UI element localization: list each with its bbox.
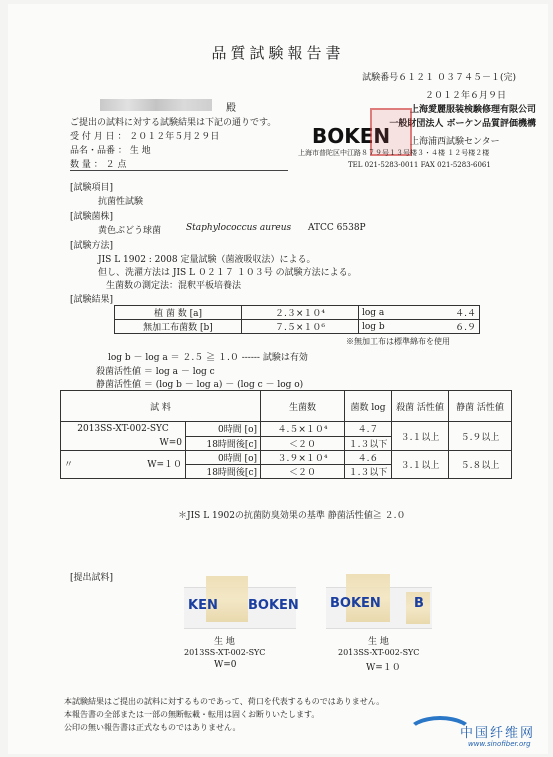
- lab-name: 上海浦西試験センター: [410, 137, 500, 147]
- redacted-addressee: [100, 99, 212, 111]
- bactericidal-cell: ３.１以上: [392, 422, 449, 451]
- address: 上海市普陀区中江路８７９号１３号楼３・４楼 １２号楼２楼: [298, 149, 490, 157]
- watermark-cn: 中国纤维网: [460, 726, 536, 741]
- sample-1-label: 生 地: [214, 637, 235, 647]
- sample-condition: W=0: [159, 438, 182, 448]
- tel-fax: TEL 021-5283-0011 FAX 021-5283-6061: [348, 161, 491, 169]
- intro-text: ご提出の試料に対する試験結果は下記の通りです。: [70, 118, 277, 128]
- boken-logo: BOKEN: [312, 124, 391, 148]
- strain-latin: Staphylococcus aureus: [186, 223, 292, 233]
- sample-name: 2013SS-XT-002-SYC: [77, 424, 169, 434]
- header-bactericidal: 殺菌 活性値: [392, 391, 449, 422]
- bactericidal-cell: ３.１以上: [392, 451, 449, 479]
- quantity: 数 量 ： ２ 点: [70, 160, 127, 170]
- fabric-tag-text: BOKEN: [330, 596, 381, 611]
- report-page: [8, 4, 548, 754]
- standard-note: ＊JIS L 1902の抗菌防臭効果の基準 静菌活性値≧ ２.０: [178, 511, 406, 521]
- addressee-suffix: 殿: [226, 103, 236, 114]
- watermark-url: www.sinofiber.org: [468, 740, 531, 748]
- org-cn: 上海愛麗服装検験修理有限公司: [409, 105, 536, 115]
- strain-atcc: ATCC 6538P: [308, 223, 366, 233]
- footer-line-2: 本報告書の全部または一部の無断転載・転用は固くお断りいたします。: [64, 710, 320, 719]
- count-cell: ＜２０: [261, 465, 345, 479]
- received-date: 受 付 月 日 ： ２０１２年５月２９日: [70, 132, 220, 142]
- validity-formula: log b － log a ＝ ２.５ ≧ １.０ ------ 試験は有効: [108, 353, 308, 363]
- header-count: 生菌数: [261, 391, 345, 422]
- header-rule: [70, 170, 288, 171]
- footer-line-3: 公印の無い報告書は正式なものではありません。: [64, 723, 241, 732]
- bacteriostatic-formula: 静菌活性値 ＝ (log b － log a) － (log c － log o): [96, 380, 304, 390]
- fabric-tag-text: B: [414, 596, 424, 611]
- table-header-row: [61, 391, 512, 422]
- sample-cell: [61, 451, 186, 479]
- table-row: [115, 320, 480, 334]
- method-line-3: 生菌数の測定法：混釈平板培養法: [106, 281, 242, 291]
- time-cell: 0時間 [o]: [186, 422, 261, 437]
- count-cell: ３.９×１０⁴: [261, 451, 345, 465]
- time-cell: 0時間 [o]: [186, 451, 261, 465]
- header-log: 菌数 log: [345, 391, 392, 422]
- header-sample: 試 料: [61, 391, 261, 422]
- count-cell: ４.５×１０⁴: [261, 422, 345, 437]
- item-name: 品名・品番 ： 生 地: [70, 146, 151, 156]
- results-table: [60, 390, 512, 479]
- page-title: 品質試験報告書: [211, 44, 345, 62]
- strain-label: [試験菌株]: [70, 212, 114, 222]
- sample-2-code: 2013SS-XT-002-SYC: [338, 648, 420, 657]
- table-row: [115, 306, 480, 320]
- fabric-tag-text: KEN: [188, 598, 218, 613]
- method-label: [試験方法]: [70, 241, 114, 251]
- time-cell: 18時間後[c]: [186, 436, 261, 451]
- table-cell: ２.３×１０⁴: [242, 306, 359, 320]
- method-line-1: JIS L 1902 : 2008 定量試験（菌液吸収法）による。: [98, 255, 316, 265]
- bactericidal-formula: 殺菌活性値 ＝ log a － log c: [96, 367, 215, 377]
- time-cell: 18時間後[c]: [186, 465, 261, 479]
- strain-jp: 黄色ぶどう球菌: [98, 226, 162, 236]
- method-line-2: 但し、洗濯方法は JIS L ０２１７ １０３号 の試験方法による。: [98, 268, 357, 278]
- report-date: ２０１２年６月９日: [424, 91, 506, 101]
- table-cell: ４.４: [425, 306, 480, 320]
- table-cell: log a: [359, 306, 426, 320]
- sample-name: 〃: [64, 459, 74, 470]
- log-cell: ４.６: [345, 451, 392, 465]
- sample-condition: W=１０: [147, 459, 182, 470]
- log-cell: ４.７: [345, 422, 392, 437]
- table-cell: ７.５×１０⁶: [242, 320, 359, 334]
- table-row: [61, 451, 512, 465]
- sample-1-code: 2013SS-XT-002-SYC: [184, 648, 266, 657]
- inoculum-note: ※無加工布は標準綿布を使用: [346, 337, 450, 346]
- table-cell: 植 菌 数 [a]: [115, 306, 242, 320]
- table-cell: 無加工布菌数 [b]: [115, 320, 242, 334]
- log-cell: １.３以下: [345, 465, 392, 479]
- report-number: 試験番号６１２１ ０３７４５－１(完): [362, 73, 516, 83]
- footer-line-1: 本試験結果はご提出の試料に対するものであって、荷口を代表するものではありません。: [64, 697, 385, 706]
- sample-1-condition: W=0: [214, 660, 237, 670]
- table-cell: log b: [359, 320, 426, 334]
- results-label: [試験結果]: [70, 295, 114, 305]
- fabric-tag-text: BOKEN: [248, 598, 299, 613]
- sample-2-condition: W=１０: [366, 663, 401, 673]
- org-jp: 一般財団法人 ボーケン品質評価機構: [389, 119, 536, 129]
- header-bacteriostatic: 静菌 活性値: [449, 391, 512, 422]
- sample-2-label: 生 地: [368, 637, 389, 647]
- table-row: [61, 422, 512, 437]
- bacteriostatic-cell: ５.９以上: [449, 422, 512, 451]
- sample-cell: [61, 422, 186, 451]
- bacteriostatic-cell: ５.８以上: [449, 451, 512, 479]
- submitted-label: [提出試料]: [70, 573, 114, 583]
- inoculum-table: [114, 305, 480, 334]
- log-cell: １.３以下: [345, 436, 392, 451]
- test-item-label: [試験項目]: [70, 183, 114, 193]
- count-cell: ＜２０: [261, 436, 345, 451]
- table-cell: ６.９: [425, 320, 480, 334]
- test-item: 抗菌性試験: [98, 197, 144, 207]
